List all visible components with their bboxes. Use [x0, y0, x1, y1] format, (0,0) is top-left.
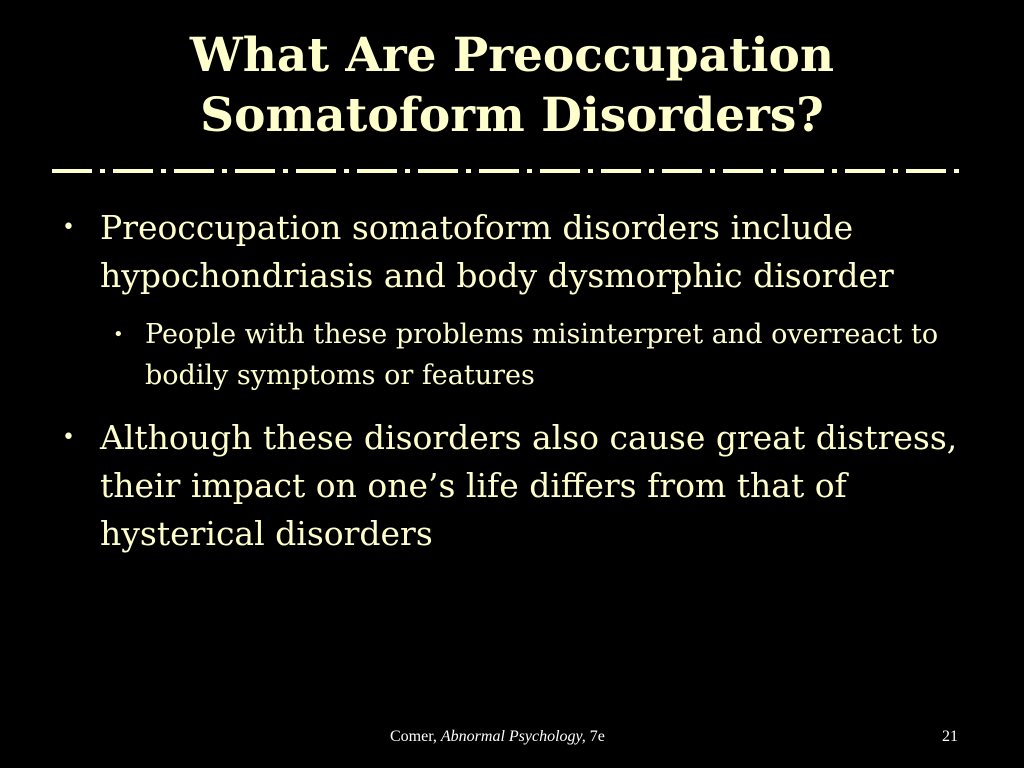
divider-dot — [100, 169, 105, 173]
divider-dash — [296, 169, 336, 173]
divider-dash — [418, 169, 458, 173]
divider-dash — [235, 169, 275, 173]
sub-bullet-text-1: People with these problems misinterpret and overreact to bodily symptoms or features — [145, 319, 939, 391]
divider-dash — [479, 169, 519, 173]
divider-dot — [344, 169, 349, 173]
divider-dot — [771, 169, 776, 173]
divider-dot — [222, 169, 227, 173]
divider-dash — [357, 169, 397, 173]
divider-dash — [174, 169, 214, 173]
title-divider — [52, 160, 974, 180]
divider-dash — [784, 169, 824, 173]
footer-book-title: Abnormal Psychology, — [440, 728, 586, 745]
divider-dot — [161, 169, 166, 173]
footer-credit — [390, 728, 605, 746]
divider-dot — [710, 169, 715, 173]
divider-dot — [649, 169, 654, 173]
footer-edition: 7e — [585, 728, 605, 745]
bullet-dot: • — [62, 425, 75, 450]
divider-dot — [466, 169, 471, 173]
divider-dash — [845, 169, 885, 173]
divider-dot — [954, 169, 959, 173]
sub-bullet-item-1 — [113, 314, 960, 396]
divider-dot — [405, 169, 410, 173]
title-line-2: Somatoform Disorders? — [200, 88, 824, 143]
divider-dash — [540, 169, 580, 173]
divider-dot — [588, 169, 593, 173]
bullet-dot: • — [62, 215, 75, 240]
bullet-text-2: Although these disorders also cause great distress, their impact on one’s life differs from that of hysterical disorders — [100, 418, 958, 553]
divider-dash — [52, 169, 92, 173]
divider-dot — [893, 169, 898, 173]
footer-author: Comer, — [390, 728, 441, 745]
divider-dot — [832, 169, 837, 173]
divider-dot — [283, 169, 288, 173]
sub-bullet-dot: • — [113, 324, 124, 345]
slide-title — [0, 26, 1024, 146]
divider-dot — [527, 169, 532, 173]
bullet-text-1: Preoccupation somatoform disorders include hypochondriasis and body dysmorphic disorder — [100, 208, 894, 295]
divider-dash — [906, 169, 946, 173]
divider-dash — [601, 169, 641, 173]
divider-dash — [662, 169, 702, 173]
bullet-item-1 — [60, 204, 960, 300]
bullet-list — [60, 204, 960, 558]
divider-dash — [113, 169, 153, 173]
title-line-1: What Are Preoccupation — [189, 28, 835, 83]
bullet-item-2 — [60, 414, 960, 558]
divider-dash — [723, 169, 763, 173]
page-number: 21 — [942, 728, 958, 745]
